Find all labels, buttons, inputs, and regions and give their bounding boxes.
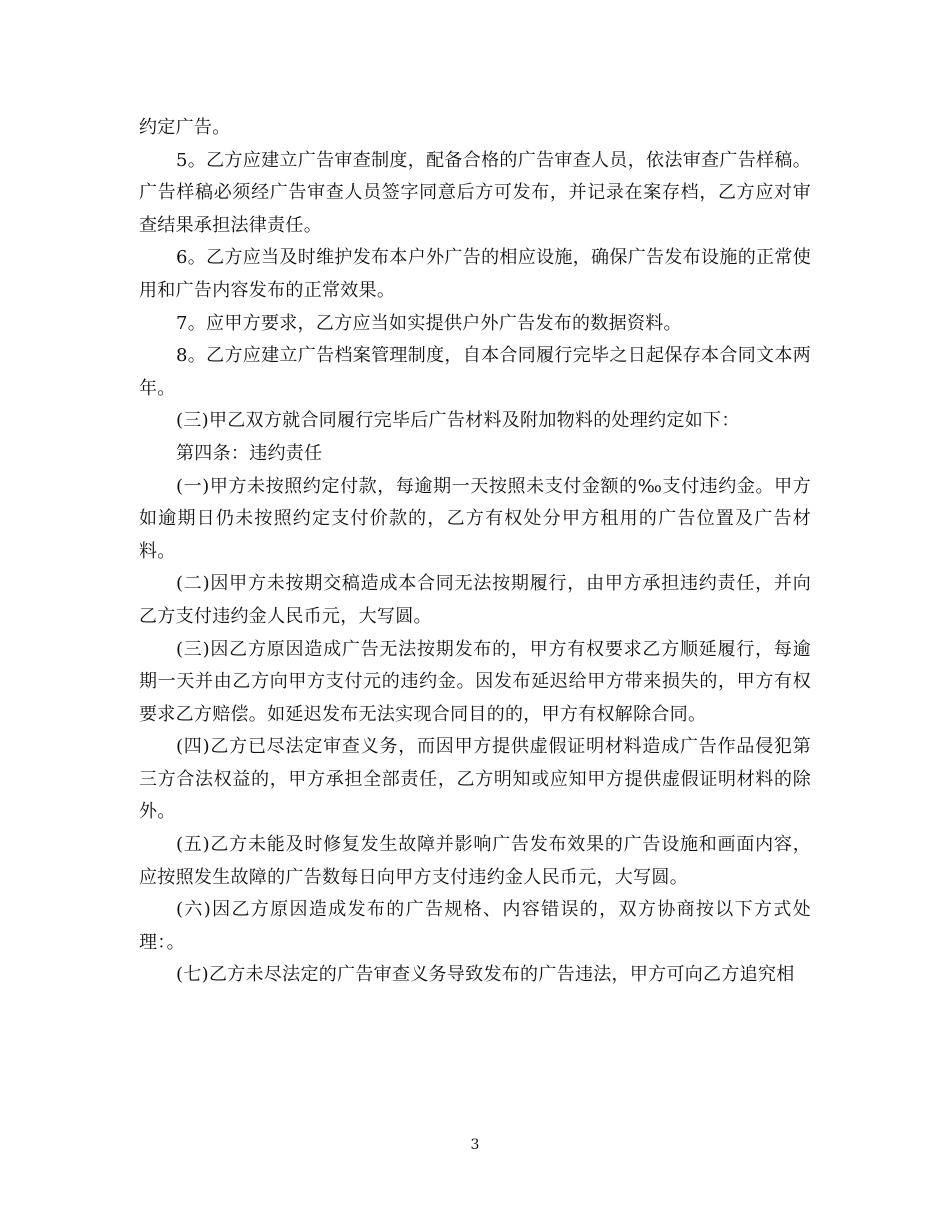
document-body — [139, 112, 811, 992]
paragraph-continuation: 约定广告。 — [139, 117, 231, 138]
paragraph-clause-1: (一)甲方未按照约定付款，每逾期一天按照未支付金额的‰支付违约金。甲方如逾期日仍未按照约定支付价款的，乙方有权处分甲方租用的广告位置及广告材料。 — [139, 475, 811, 562]
paragraph-clause-5: (五)乙方未能及时修复发生故障并影响广告发布效果的广告设施和画面内容，应按照发生故障的广告数每日向甲方支付违约金人民币元，大写圆。 — [139, 834, 811, 888]
page-number: 3 — [470, 1137, 480, 1153]
paragraph-item-7: 7。应甲方要求，乙方应当如实提供户外广告发布的数据资料。 — [176, 312, 682, 334]
paragraph-clause-4: (四)乙方已尽法定审查义务，而因甲方提供虚假证明材料造成广告作品侵犯第三方合法权益的，甲方承担全部责任，乙方明知或应知甲方提供虚假证明材料的除外。 — [139, 736, 811, 823]
paragraph-item-8: 8。乙方应建立广告档案管理制度，自本合同履行完毕之日起保存本合同文本两年。 — [139, 345, 811, 399]
paragraph-item-6: 6。乙方应当及时维护发布本户外广告的相应设施，确保广告发布设施的正常使用和广告内容发布的正常效果。 — [139, 247, 811, 301]
paragraph-clause-6: (六)因乙方原因造成发布的广告规格、内容错误的，双方协商按以下方式处理：。 — [139, 899, 811, 953]
paragraph-item-5: 5。乙方应建立广告审查制度，配备合格的广告审查人员，依法审查广告样稿。广告样稿必须经广告审查人员签字同意后方可发布，并记录在案存档，乙方应对审查结果承担法律责任。 — [139, 149, 811, 236]
article-heading-4: 第四条：违约责任 — [176, 442, 323, 464]
paragraph-section-3: (三)甲乙双方就合同履行完毕后广告材料及附加物料的处理约定如下： — [176, 410, 740, 432]
paragraph-clause-2: (二)因甲方未按期交稿造成本合同无法按期履行，由甲方承担违约责任，并向乙方支付违约金人民币元，大写圆。 — [139, 573, 811, 627]
paragraph-clause-3: (三)因乙方原因造成广告无法按期发布的，甲方有权要求乙方顺延履行，每逾期一天并由乙方向甲方支付元的违约金。因发布延迟给甲方带来损失的，甲方有权要求乙方赔偿。如延迟发布无法实现合同目的的，甲方有权解除合同。 — [139, 638, 811, 725]
paragraph-clause-7: (七)乙方未尽法定的广告审查义务导致发布的广告违法，甲方可向乙方追究相 — [176, 964, 795, 986]
